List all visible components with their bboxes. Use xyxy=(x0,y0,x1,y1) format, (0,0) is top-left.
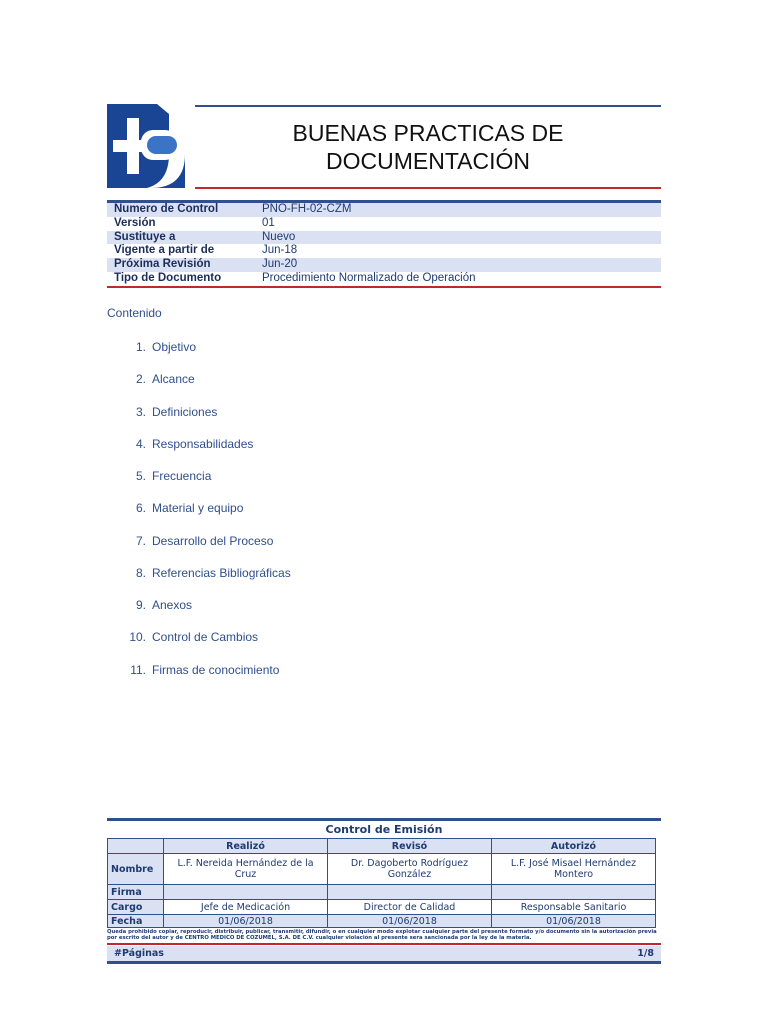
title-line-1: BUENAS PRACTICAS DE xyxy=(292,120,564,146)
title-line-2: DOCUMENTACIÓN xyxy=(325,148,530,174)
meta-value: Jun-18 xyxy=(262,244,298,257)
column-header: Revisó xyxy=(328,839,492,854)
table-header-row xyxy=(108,839,656,854)
row-label: Firma xyxy=(108,885,164,900)
table-cell: 01/06/2018 xyxy=(164,915,328,928)
header-empty-cell xyxy=(108,839,164,854)
table-cell: 01/06/2018 xyxy=(492,915,656,928)
toc-number: 11. xyxy=(130,663,146,677)
meta-label: Sustituye a xyxy=(114,230,176,243)
toc-number: 2. xyxy=(135,372,146,386)
toc-text: Responsabilidades xyxy=(152,437,254,451)
table-cell: Director de Calidad xyxy=(328,900,492,915)
toc-item[interactable] xyxy=(107,338,507,356)
meta-value: Procedimiento Normalizado de Operación xyxy=(262,271,476,284)
toc-item[interactable] xyxy=(107,403,507,421)
meta-row xyxy=(107,258,661,272)
issue-control-red-rule xyxy=(107,943,661,945)
meta-row xyxy=(107,231,661,245)
toc-text: Objetivo xyxy=(152,340,197,354)
medical-cross-logo-icon xyxy=(107,104,185,188)
table-row xyxy=(108,900,656,915)
toc-number: 7. xyxy=(135,534,146,548)
toc-text: Control de Cambios xyxy=(152,630,259,644)
toc-item[interactable] xyxy=(107,467,507,485)
contents-heading: Contenido xyxy=(107,306,162,320)
issue-control-table xyxy=(107,838,656,928)
toc-number: 6. xyxy=(135,501,146,515)
title-bottom-rule xyxy=(195,187,661,189)
table-cell: Jefe de Medicación xyxy=(164,900,328,915)
toc-number: 1. xyxy=(135,340,146,354)
toc-item[interactable] xyxy=(107,596,507,614)
table-cell: 01/06/2018 xyxy=(328,915,492,928)
toc-item[interactable] xyxy=(107,628,507,646)
toc-item[interactable] xyxy=(107,661,507,679)
meta-label: Versión xyxy=(114,216,156,229)
meta-label: Próxima Revisión xyxy=(114,258,211,271)
toc-number: 3. xyxy=(135,405,146,419)
toc-item[interactable] xyxy=(107,499,507,517)
legal-notice: Queda prohibido copiar, reproducir, distribuir, publicar, transmitir, difundir, o en cualquier modo explotar cualquier parte del presente formato y/o documento sin la autorización previa por escrito del autor y de CENTRO MEDICO DE COZUMEL, S.A. DE C.V. cualquier violación al presente sera sancionada por la ley de la materia. xyxy=(107,929,657,941)
toc-number: 10. xyxy=(129,630,146,644)
meta-label: Numero de Control xyxy=(114,203,219,215)
toc-item[interactable] xyxy=(107,564,507,582)
toc-number: 9. xyxy=(135,598,146,612)
issue-control-block xyxy=(107,818,661,964)
toc-number: 5. xyxy=(135,469,146,483)
table-row xyxy=(108,854,656,885)
column-header: Autorizó xyxy=(492,839,656,854)
title-top-rule xyxy=(195,105,661,107)
table-cell: Dr. Dagoberto Rodríguez González xyxy=(328,854,492,885)
toc-item[interactable] xyxy=(107,532,507,550)
toc-text: Anexos xyxy=(152,598,193,612)
table-cell: L.F. José Misael Hernández Montero xyxy=(492,854,656,885)
toc-text: Firmas de conocimiento xyxy=(152,663,280,677)
meta-row xyxy=(107,244,661,258)
toc-number: 8. xyxy=(135,566,146,580)
table-row xyxy=(108,885,656,900)
pages-label: #Páginas xyxy=(114,948,164,959)
meta-row xyxy=(107,203,661,217)
meta-row xyxy=(107,217,661,231)
row-label: Cargo xyxy=(108,900,164,915)
table-row xyxy=(108,915,656,928)
row-label: Nombre xyxy=(108,854,164,885)
meta-bottom-rule xyxy=(107,286,661,288)
toc-text: Definiciones xyxy=(152,405,218,419)
page-counter-bar xyxy=(107,946,661,961)
toc-text: Frecuencia xyxy=(152,469,212,483)
issue-control-bottom-rule xyxy=(107,961,661,964)
issue-control-title: Control de Emisión xyxy=(325,823,443,836)
toc-number: 4. xyxy=(135,437,146,451)
toc-text: Desarrollo del Proceso xyxy=(152,534,274,548)
meta-row xyxy=(107,272,661,286)
company-logo xyxy=(107,104,185,188)
signature-cell xyxy=(164,885,328,900)
column-header: Realizó xyxy=(164,839,328,854)
toc-text: Referencias Bibliográficas xyxy=(152,566,291,580)
meta-value: 01 xyxy=(262,216,275,229)
signature-cell xyxy=(492,885,656,900)
toc-item[interactable] xyxy=(107,370,507,388)
table-cell: L.F. Nereida Hernández de la Cruz xyxy=(164,854,328,885)
document-metadata xyxy=(107,200,661,288)
pages-value: 1/8 xyxy=(637,948,654,959)
signature-cell xyxy=(328,885,492,900)
document-title xyxy=(195,119,661,175)
toc-text: Alcance xyxy=(152,372,195,386)
meta-label: Vigente a partir de xyxy=(114,244,215,257)
toc-text: Material y equipo xyxy=(152,501,244,515)
meta-value: Nuevo xyxy=(262,230,296,243)
meta-value: PNO-FH-02-CZM xyxy=(262,203,352,215)
meta-value: Jun-20 xyxy=(262,258,298,271)
toc-item[interactable] xyxy=(107,435,507,453)
meta-label: Tipo de Documento xyxy=(114,271,222,284)
table-cell: Responsable Sanitario xyxy=(492,900,656,915)
row-label: Fecha xyxy=(108,915,164,928)
